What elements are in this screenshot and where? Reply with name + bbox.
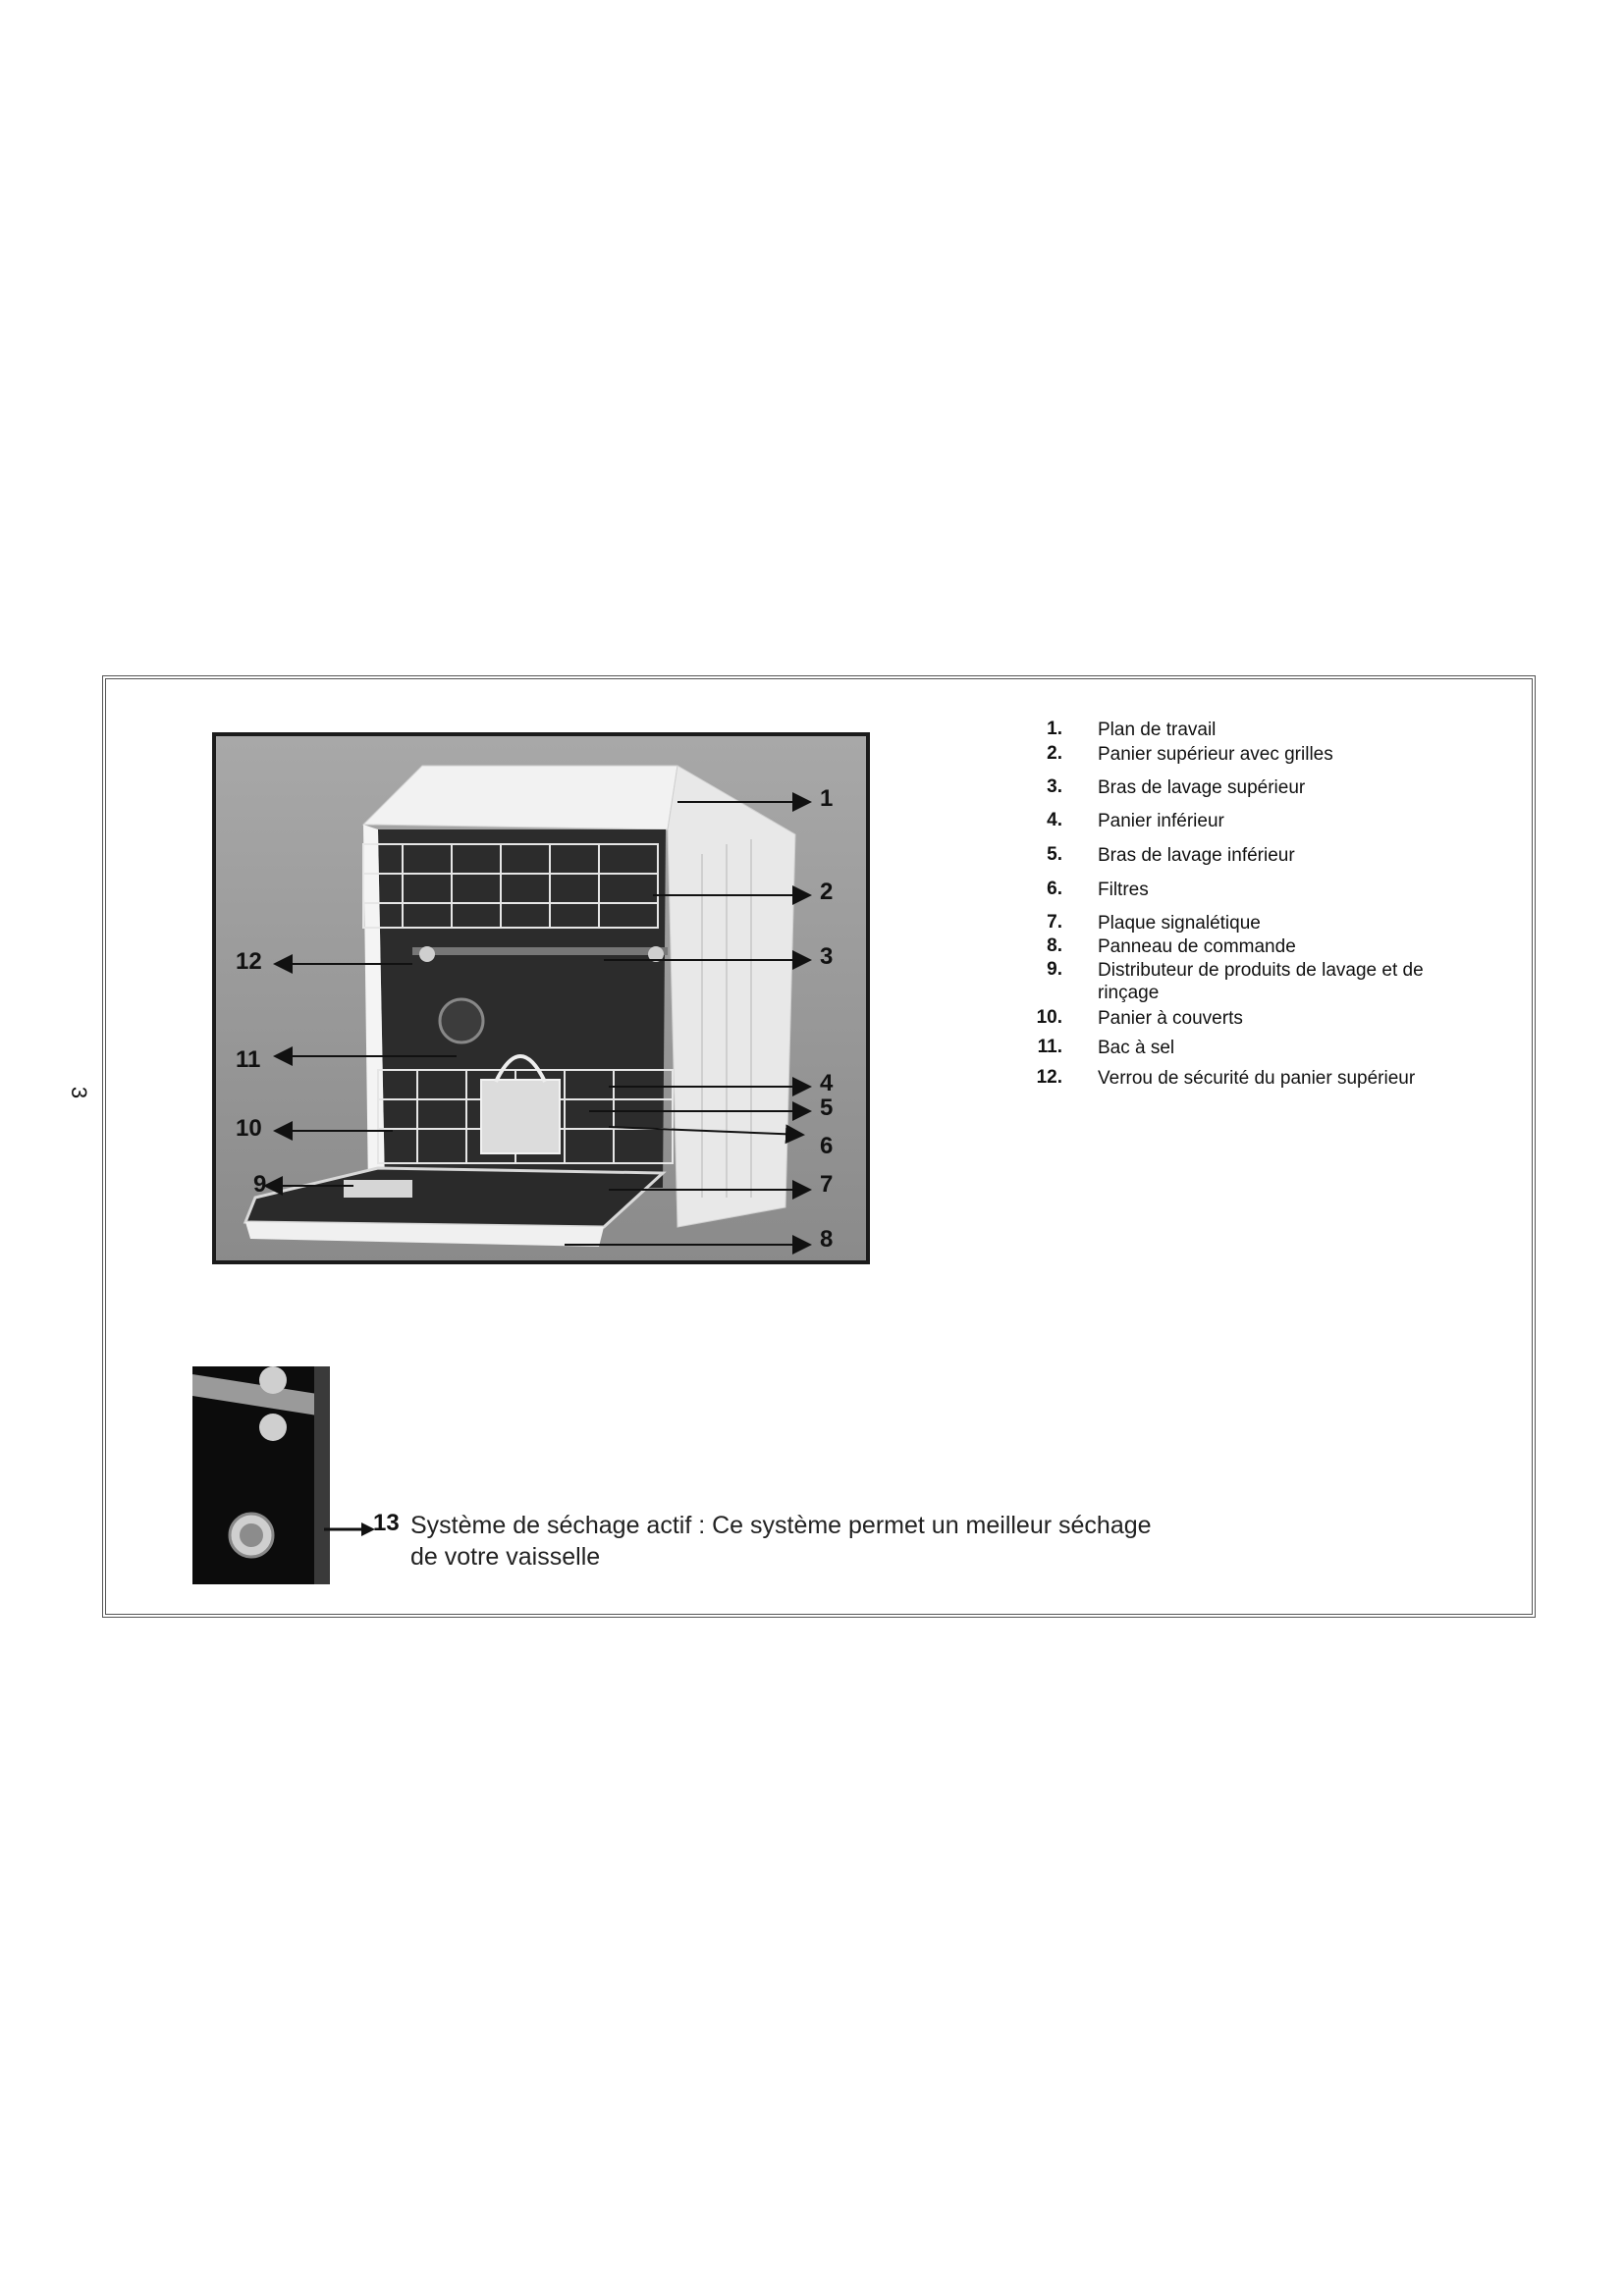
legend-label: Bras de lavage supérieur	[1098, 777, 1306, 798]
callout-3: 3	[820, 943, 834, 970]
callout-9: 9	[253, 1171, 267, 1198]
callout-arrows	[216, 736, 870, 1264]
callout-8: 8	[820, 1226, 834, 1253]
callout-13: 13	[373, 1510, 400, 1536]
legend-label: Panier supérieur avec grilles	[1098, 744, 1333, 765]
callout-7: 7	[820, 1171, 834, 1198]
legend-number: 12.	[1036, 1067, 1062, 1088]
page-number: 3	[67, 1086, 92, 1099]
drying-arrow	[324, 1520, 375, 1539]
legend-label: Panneau de commande	[1098, 936, 1296, 957]
dishwasher-illustration	[212, 732, 870, 1264]
legend-label: Distributeur de produits de lavage et de rinçage	[1098, 960, 1424, 1003]
legend-number: 6.	[1047, 879, 1062, 899]
legend-label: Filtres	[1098, 880, 1149, 900]
legend-label: Verrou de sécurité du panier supérieur	[1098, 1068, 1416, 1089]
legend-number: 8.	[1047, 935, 1062, 956]
legend-number: 7.	[1047, 912, 1062, 933]
callout-5: 5	[820, 1095, 834, 1121]
legend-label: Plan de travail	[1098, 720, 1217, 740]
legend-number: 5.	[1047, 844, 1062, 865]
callout-11: 11	[236, 1046, 261, 1073]
callout-12: 12	[236, 948, 262, 975]
legend-label: Panier à couverts	[1098, 1008, 1243, 1029]
callout-6: 6	[820, 1133, 834, 1159]
callout-1: 1	[820, 785, 834, 812]
callout-4: 4	[820, 1070, 834, 1096]
legend-number: 10.	[1036, 1007, 1062, 1028]
callout-2: 2	[820, 879, 834, 905]
callout-10: 10	[236, 1115, 262, 1142]
legend-number: 9.	[1047, 959, 1062, 980]
legend-label: Plaque signalétique	[1098, 913, 1261, 934]
legend-label: Bras de lavage inférieur	[1098, 845, 1295, 866]
legend-label: Panier inférieur	[1098, 811, 1224, 831]
legend-number: 2.	[1047, 743, 1062, 764]
legend-number: 1.	[1047, 719, 1062, 739]
drying-system-photo	[192, 1366, 330, 1584]
legend-label: Bac à sel	[1098, 1038, 1175, 1058]
legend-number: 3.	[1047, 776, 1062, 797]
legend-number: 11.	[1037, 1037, 1062, 1057]
drying-system-description: Système de séchage actif : Ce système permet un meilleur séchage de votre vaisselle	[410, 1512, 1152, 1571]
drying-system-drawing	[192, 1366, 330, 1584]
legend-number: 4.	[1047, 810, 1062, 830]
